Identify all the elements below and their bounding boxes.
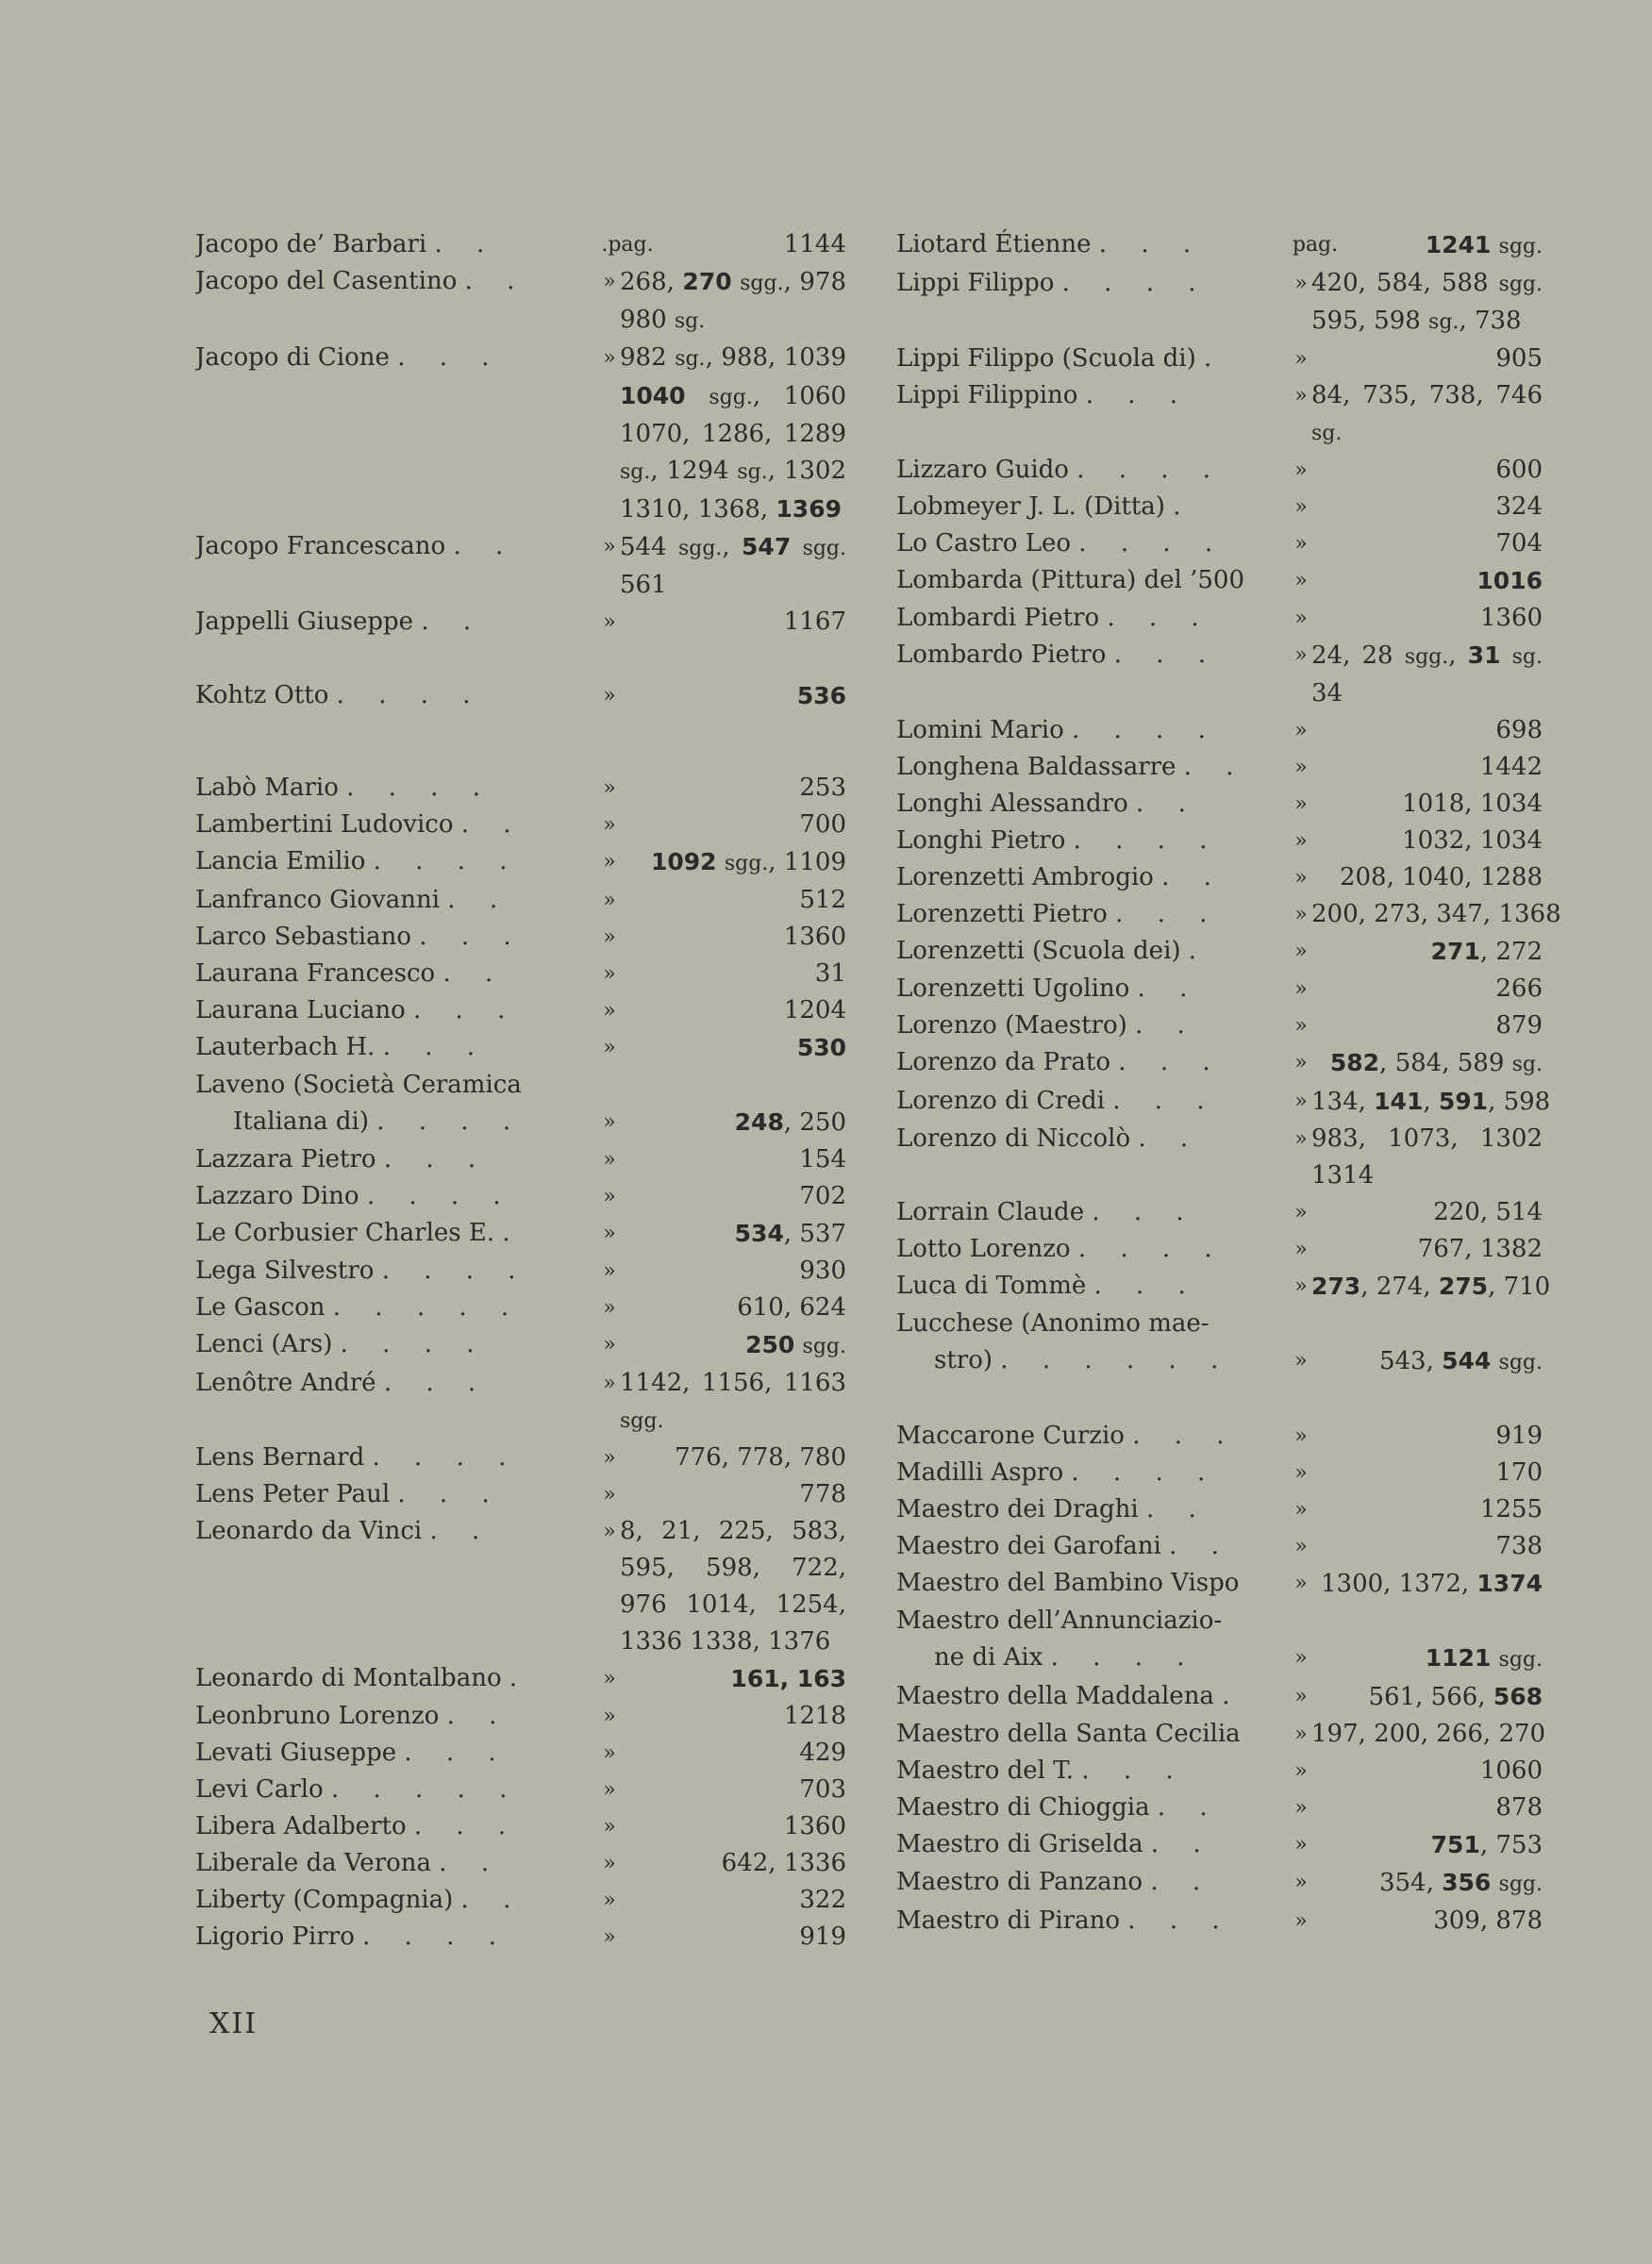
index-entry: Jappelli Giuseppe . . » 1167 [195,608,846,636]
index-entry: Lorenzetti Ugolino . . » 266 [896,974,1543,1003]
entry-name: Jacopo de’ Barbari [195,230,427,258]
index-entry: Maestro dei Garofani . . » 738 [896,1532,1543,1560]
index-entry: Laurana Francesco . . » 31 [195,959,846,988]
index-entry: Lomini Mario . . . . » 698 [896,716,1543,744]
index-entry: Lens Bernard . . . . » 776, 778, 780 [195,1443,846,1472]
index-entry: Maccarone Curzio . . . » 919 [896,1422,1543,1450]
page-number: XII [209,2007,259,2040]
index-entry: Lo Castro Leo . . . . » 704 [896,529,1543,558]
index-entry: Maestro della Santa Cecilia » 197, 200, 266, 270 [896,1720,1546,1748]
index-entry: Lippi Filippo (Scuola di) . » 905 [896,344,1543,373]
index-entry: Maestro del T. . . . » 1060 [896,1756,1543,1785]
index-entry: Labò Mario . . . . » 253 [195,774,846,802]
index-entry: Lobmeyer J. L. (Ditta) . » 324 [896,492,1543,521]
index-entry: Maestro di Griselda . . » 751, 753 [896,1830,1543,1859]
index-entry: Lorenzetti Ambrogio . . » 208, 1040, 1288 [896,863,1543,891]
index-entry: Maestro di Pirano . . . » 309, 878 [896,1906,1543,1935]
index-entry: Larco Sebastiano . . . » 1360 [195,923,846,951]
index-entry: Lazzara Pietro . . . » 154 [195,1145,846,1174]
index-entry: Lorenzo di Niccolò . . » 983, 1073, 1302 1314 [896,1124,1543,1190]
index-entry: Longhi Pietro . . . . » 1032, 1034 [896,826,1543,855]
index-column-right [896,226,1561,1939]
index-entry: Madilli Aspro . . . . » 170 [896,1458,1543,1487]
index-entry: Liberty (Compagnia) . . » 322 [195,1886,846,1914]
index-entry: Lorrain Claude . . . » 220, 514 [896,1198,1543,1226]
index-entry: Laurana Luciano . . . » 1204 [195,996,846,1024]
index-entry: Levati Giuseppe . . . » 429 [195,1739,846,1767]
index-entry: Lorenzetti (Scuola dei) . » 271, 272 [896,937,1543,966]
index-entry: Levi Carlo . . . . . » 703 [195,1775,846,1804]
index-entry: ne di Aix . . . . » 1121 sgg. [934,1643,1543,1672]
index-entry: Lombardo Pietro . . . » 24, 28 sgg., 31 sg. 34 [896,641,1544,708]
index-entry: Leonardo da Vinci . . » 8, 21, 225, 583, 595, 598, 722, 976 1014, 1254, 1336 1338, 1376 [195,1517,846,1656]
index-entry: Maestro del Bambino Vispo » 1300, 1372, 1374 [896,1569,1543,1598]
index-entry: Leonardo di Montalbano . » 161, 163 [195,1664,846,1692]
index-entry: Maestro di Panzano . . » 354, 356 sgg. [896,1868,1543,1897]
index-entry: Liberale da Verona . . » 642, 1336 [195,1849,846,1877]
index-entry: Lambertini Ludovico . . » 700 [195,810,846,839]
index-entry: Leonbruno Lorenzo . . » 1218 [195,1702,846,1730]
index-entry: Jacopo del Casentino . . » 268, 270 sgg., 978 980 sg. [195,267,847,334]
index-entry: Kohtz Otto . . . . » 536 [195,681,846,709]
index-entry: stro) . . . . . . » 543, 544 sgg. [934,1346,1543,1375]
index-entry: Luca di Tommè . . . » 273, 274, 275, 710 [896,1272,1551,1301]
index-entry: Laveno (Società Ceramica [195,1071,522,1099]
index-entry: Le Corbusier Charles E. . » 534, 537 [195,1219,846,1248]
index-entry: Maestro dei Draghi . . » 1255 [896,1495,1543,1523]
index-entry: Maestro della Maddalena . » 561, 566, 568 [896,1682,1543,1711]
index-column-left [195,226,846,1956]
index-entry: Italiana di) . . . . » 248, 250 [233,1107,846,1137]
index-entry: Jacopo Francescano . . » 544 sgg., 547 sgg. 561 [195,532,847,599]
index-entry: Lenôtre André . . . » 1142, 1156, 1163 sgg. [195,1369,846,1433]
index-entry: Longhena Baldassarre . . » 1442 [896,753,1543,781]
index-entry: Lanfranco Giovanni . . » 512 [195,886,846,914]
index-entry: Le Gascon . . . . . » 610, 624 [195,1293,846,1322]
index-entry: Ligorio Pirro . . . . » 919 [195,1923,846,1951]
index-entry: Lorenzo da Prato . . . » 582, 584, 589 sg. [896,1048,1543,1077]
index-entry: Maestro di Chioggia . . » 878 [896,1793,1543,1822]
index-entry: Longhi Alessandro . . » 1018, 1034 [896,790,1543,818]
index-entry: Liotard Étienne . . . pag. 1241 sgg. [896,230,1543,258]
index-entry: Lizzaro Guido . . . . » 600 [896,456,1543,484]
index-entry: Lens Peter Paul . . . » 778 [195,1480,846,1508]
index-entry: Lazzaro Dino . . . . » 702 [195,1182,846,1210]
index-entry: Lega Silvestro . . . . » 930 [195,1257,846,1285]
index-entry: Lorenzo (Maestro) . . » 879 [896,1011,1543,1040]
index-entry: Lotto Lorenzo . . . . » 767, 1382 [896,1235,1543,1263]
index-entry: Lombardi Pietro . . . » 1360 [896,604,1543,632]
index-entry: Jacopo di Cione . . . » 982 sg., 988, 1039 1040 sgg., 1060 1070, 1286, 1289 sg., 1294 sg., 1302 1310, 1368, 1369 [195,343,847,524]
index-entry: Lenci (Ars) . . . . » 250 sgg. [195,1330,846,1358]
index-entry: Lauterbach H. . . . » 530 [195,1033,846,1061]
index-entry: Lorenzetti Pietro . . . » 200, 273, 347, 1368 [896,900,1561,928]
index-entry: Lombarda (Pittura) del ’500 » 1016 [896,566,1543,594]
index-entry: Lorenzo di Credi . . . » 134, 141, 591, 598 [896,1087,1551,1116]
index-entry: Lucchese (Anonimo mae- [896,1309,1210,1338]
index-entry: Jacopo de’ Barbari . . .pag. 1144 [195,230,846,258]
index-entry: Lippi Filippino . . . » 84, 735, 738, 746 sg. [896,381,1543,445]
index-entry: Maestro dell’Annunciazio- [896,1606,1223,1635]
index-entry: Libera Adalberto . . . » 1360 [195,1812,846,1840]
index-entry: Lancia Emilio . . . . » 1092 sgg., 1109 [195,847,846,876]
index-entry: Lippi Filippo . . . . » 420, 584, 588 sgg. 595, 598 sg., 738 [896,269,1543,335]
